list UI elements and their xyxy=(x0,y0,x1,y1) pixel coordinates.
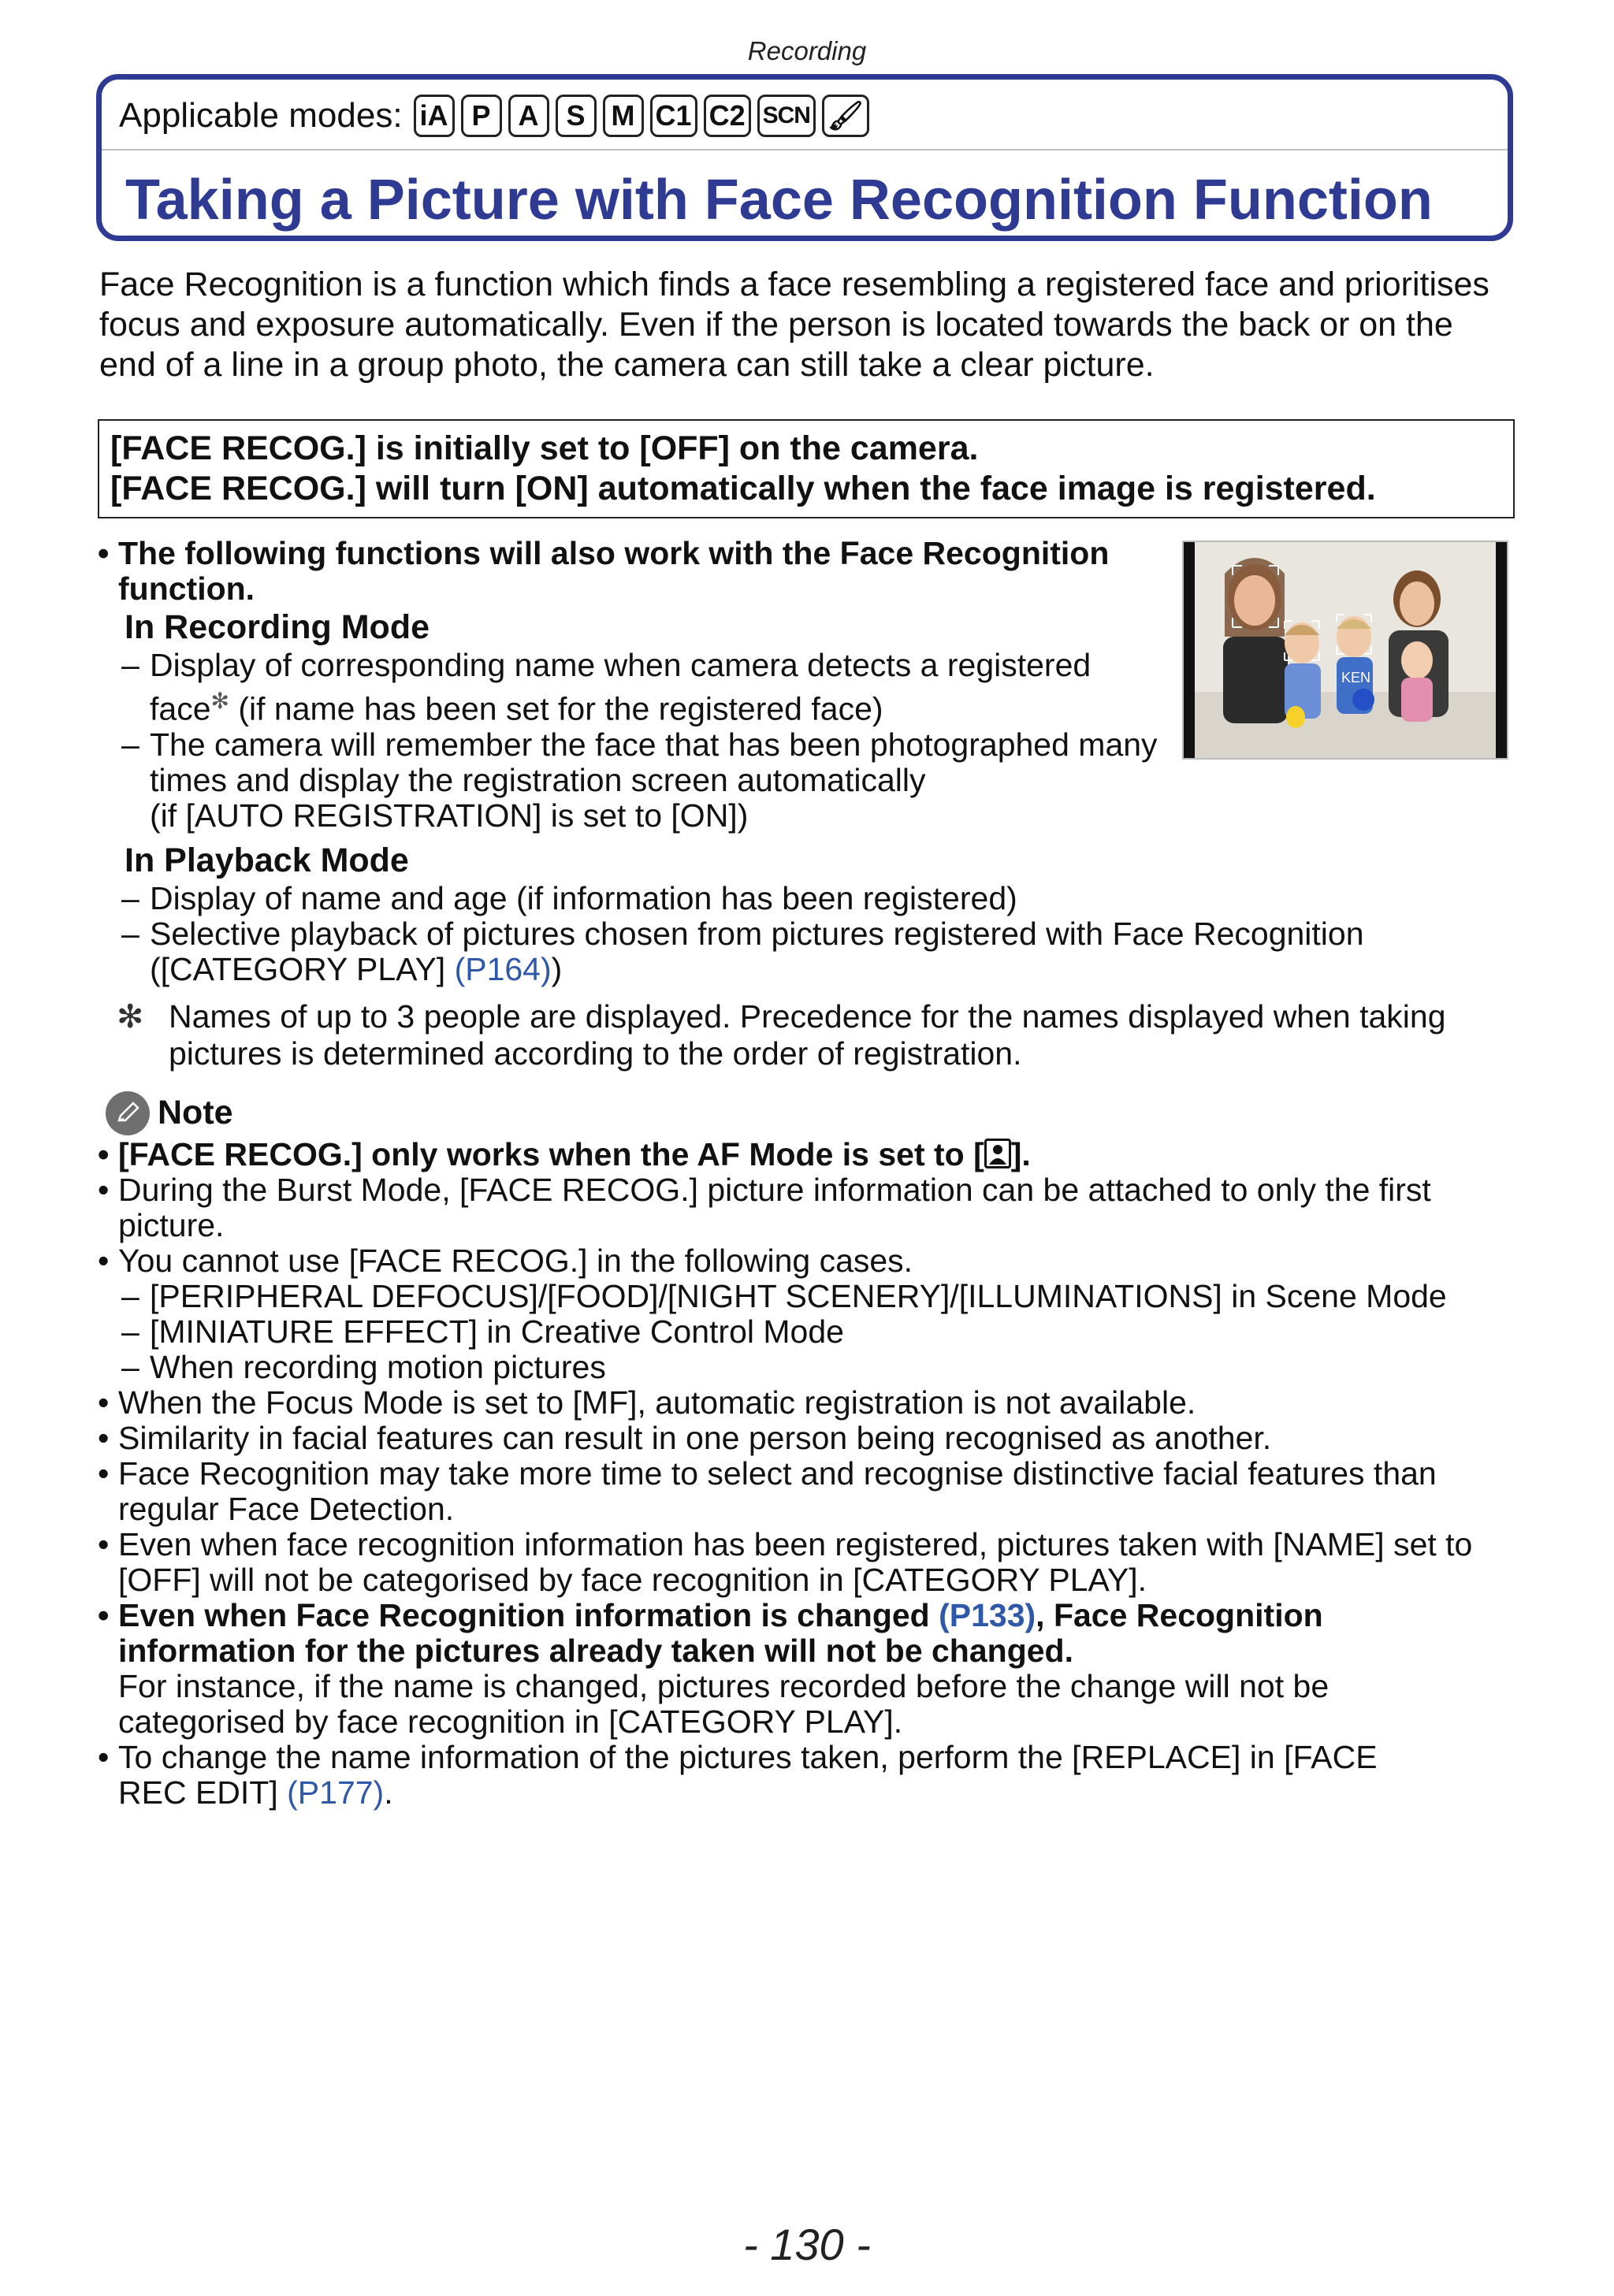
note-item-more-time: • Face Recognition may take more time to select and recognise distinctive facial features than regular Face Detection. xyxy=(98,1455,1437,1527)
scene-mode-icon: SCN xyxy=(757,95,816,137)
note-item-name-off: • Even when face recognition information has been registered, pictures taken with [NAME] set to [OFF] will not be categorised by face recognition in [CATEGORY PLAY]. xyxy=(98,1525,1473,1598)
recording-item-1: – Display of corresponding name when camera detects a registered face✻ (if name has been set for the registered face) xyxy=(121,647,1091,727)
pencil-icon xyxy=(106,1091,150,1135)
main-content xyxy=(98,536,1516,1811)
applicable-modes-label: Applicable modes: xyxy=(119,96,403,135)
aperture-mode-icon: A xyxy=(508,95,549,137)
footnote: ✻ Names of up to 3 people are displayed. Precedence for the names displayed when taking pictures is determined according to the order of registration. xyxy=(117,998,1446,1072)
playback-item-2: – Selective playback of pictures chosen from pictures registered with Face Recognition ([CATEGORY PLAY] (P164)) xyxy=(121,915,1364,987)
photo-name-tag: KEN xyxy=(1341,670,1371,685)
note-item-focus-mode: • When the Focus Mode is set to [MF], automatic registration is not available. xyxy=(98,1384,1196,1421)
custom1-mode-icon: C1 xyxy=(650,95,697,137)
notice-line-2: [FACE RECOG.] will turn [ON] automatically when the face image is registered. xyxy=(110,470,1376,507)
intelligent-auto-mode-icon: iA xyxy=(414,95,455,137)
creative-control-mode-icon: 🖌 xyxy=(822,95,869,137)
note-subitem-miniature: – [MINIATURE EFFECT] in Creative Control Mode xyxy=(121,1313,844,1350)
bullet-dot: • xyxy=(98,535,110,571)
recording-mode-heading: In Recording Mode xyxy=(125,608,430,646)
note-item-burst: • During the Burst Mode, [FACE RECOG.] picture information can be attached to only the first picture. xyxy=(98,1171,1431,1243)
note-item-replace: • To change the name information of the pictures taken, perform the [REPLACE] in [FACE REC EDIT] (P177). xyxy=(98,1738,1378,1811)
note-list xyxy=(98,1137,1516,1811)
playback-item-1: – Display of name and age (if information has been registered) xyxy=(121,879,1017,916)
custom2-mode-icon: C2 xyxy=(704,95,751,137)
intro-paragraph: Face Recognition is a function which finds a face resembling a registered face and prioritises focus and exposure automatically. Even if the person is located towards the back or on the end of a line in a group photo, the camera can still take a clear picture. xyxy=(99,266,1489,384)
notice-line-1: [FACE RECOG.] is initially set to [OFF] on the camera. xyxy=(110,429,979,467)
title-divider xyxy=(102,149,1508,150)
notice-box xyxy=(98,419,1515,518)
note-item-info-changed: • Even when Face Recognition information is changed (P133), Face Recognition information for the pictures already taken will not be changed. For instance, if the name is changed, pictures recorded before the change will not be categorised by face recognition in [CATEGORY PLAY]. xyxy=(98,1596,1330,1740)
shutter-mode-icon: S xyxy=(556,95,597,137)
note-item-af-mode: • [FACE RECOG.] only works when the AF Mode is set to [ ]. xyxy=(98,1135,1031,1172)
note-subitem-scene: – [PERIPHERAL DEFOCUS]/[FOOD]/[NIGHT SCENERY]/[ILLUMINATIONS] in Scene Mode xyxy=(121,1277,1447,1314)
category-play-page-link[interactable]: (P164) xyxy=(454,950,552,987)
title-box xyxy=(96,74,1513,241)
applicable-modes xyxy=(119,92,876,139)
manual-mode-icon: M xyxy=(603,95,644,137)
section-header: Recording xyxy=(747,36,867,65)
playback-mode-heading: In Playback Mode xyxy=(125,841,409,879)
face-rec-edit-page-link[interactable]: (P177) xyxy=(287,1774,385,1811)
page-number: - 130 - xyxy=(743,2220,871,2269)
note-item-cannot-use: • You cannot use [FACE RECOG.] in the following cases. xyxy=(98,1242,913,1279)
note-heading: Note xyxy=(98,1090,1516,1137)
note-subitem-motion: – When recording motion pictures xyxy=(121,1348,606,1385)
footnote-marker: ✻ xyxy=(210,689,229,713)
page-title: Taking a Picture with Face Recognition Function xyxy=(125,169,1433,232)
face-detection-icon xyxy=(984,1139,1011,1168)
footnote-asterisk: ✻ xyxy=(117,998,144,1035)
note-item-similarity: • Similarity in facial features can result in one person being recognised as another. xyxy=(98,1419,1272,1456)
face-recognition-edit-page-link[interactable]: (P133) xyxy=(939,1596,1036,1633)
recording-item-2: – The camera will remember the face that has been photographed many times and display the registration screen automatically (if [AUTO REGISTRATION] is set to [ON]) xyxy=(121,726,1158,834)
functions-bullet: • The following functions will also work with the Face Recognition function. xyxy=(98,535,1110,607)
program-mode-icon: P xyxy=(461,95,502,137)
